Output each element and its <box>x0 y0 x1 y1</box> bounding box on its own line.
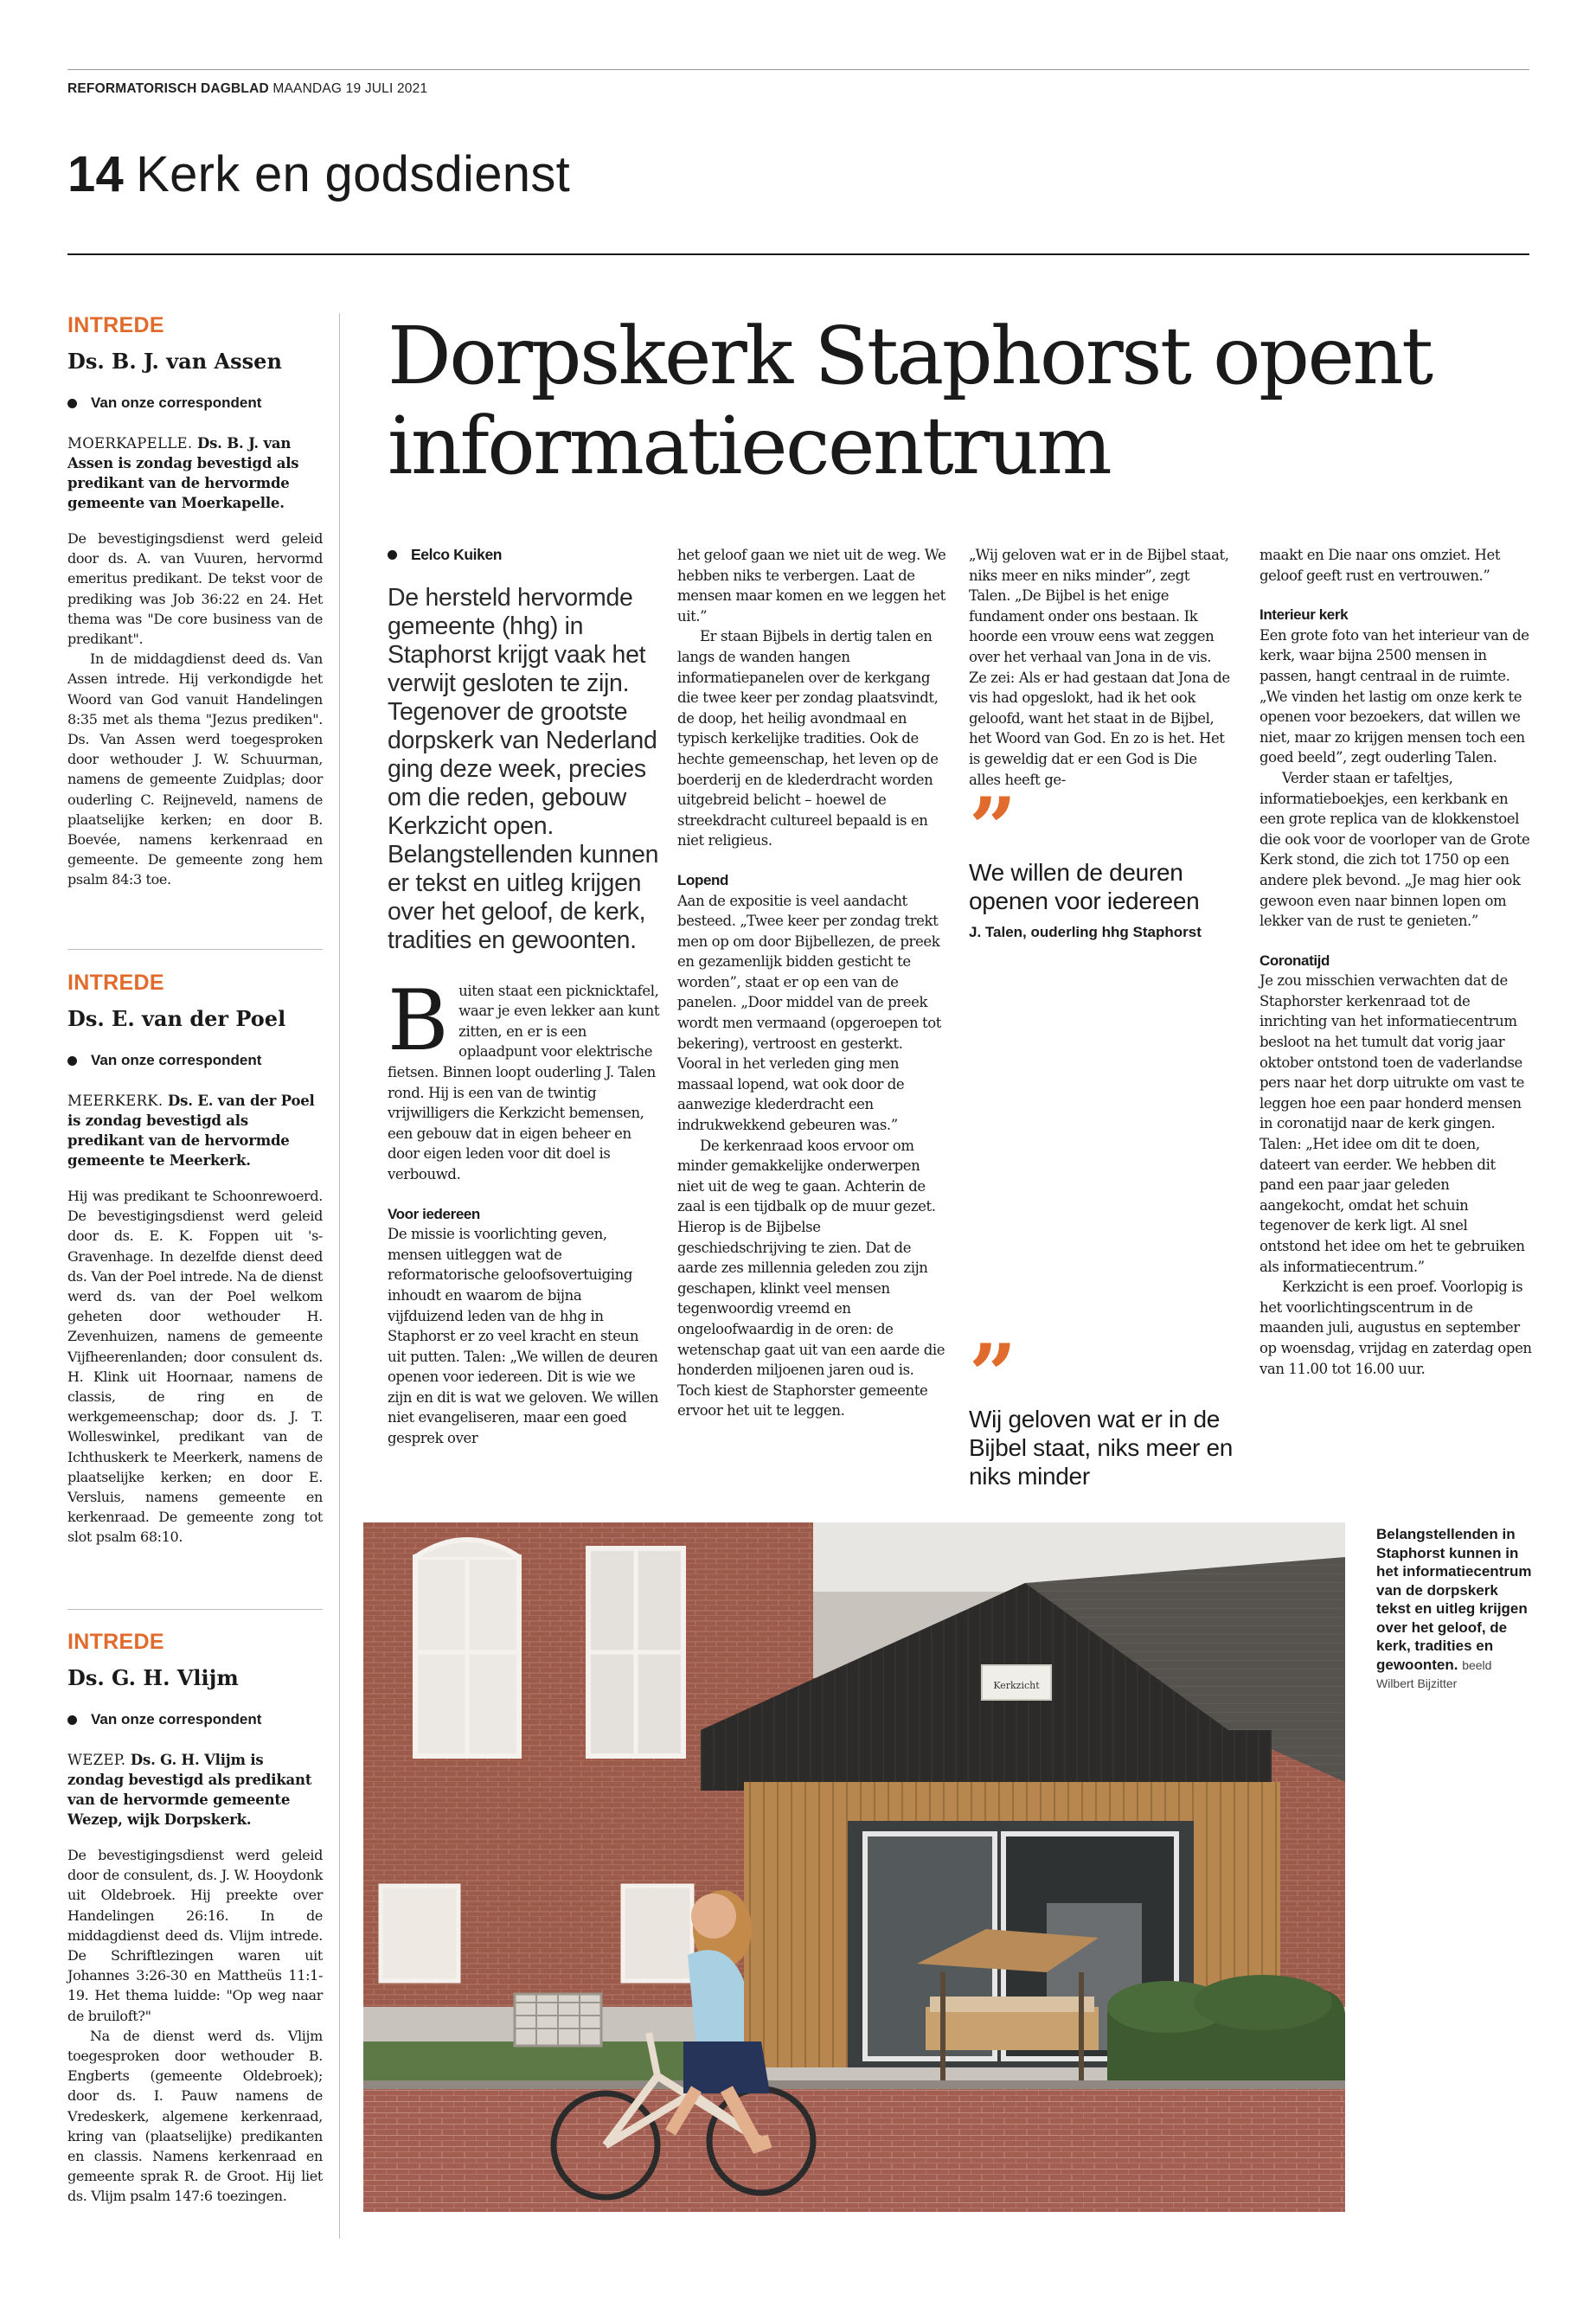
sign-label: Kerkzicht <box>993 1680 1040 1691</box>
brief-body <box>67 1845 323 2207</box>
brief-title: Ds. B. J. van Assen <box>67 349 282 374</box>
pull-quote-1 <box>969 779 1233 941</box>
article-paragraph: Verder staan er tafeltjes, informatieboekjes, een kerkbank en een grote replica van de klokkenstoel die ook voor de voorloper van de Grote Kerk stond, die zich tot 1750 op een andere plek bevond. „Je mag hier ook gewoon even naar binnen lopen om lekker van de rust te genieten.” <box>1259 769 1530 930</box>
subhead-interieur-kerk: Interieur kerk <box>1259 606 1349 624</box>
masthead <box>67 81 1529 97</box>
paper-name: REFORMATORISCH DAGBLAD <box>67 81 269 96</box>
first-paragraph <box>388 971 660 1185</box>
brief-paragraph: De bevestigingsdienst werd geleid door ds. A. van Vuuren, hervormd emeritus predikant. De tekst voor de prediking was Job 36:22 en 24. Het thema was "De core business van de predikant". <box>67 530 323 648</box>
brief-van-assen <box>67 313 323 890</box>
section-header <box>67 145 570 203</box>
dateline: WEZEP. <box>67 1752 126 1768</box>
lead-text: Ds. E. van der Poel is zondag bevestigd als predikant van de hervormde gemeente te Meerkerk. <box>67 1093 315 1169</box>
quote-source: J. Talen, ouderling hhg Staphorst <box>969 924 1202 940</box>
brief-title: Ds. E. van der Poel <box>67 1006 286 1031</box>
brief-divider <box>67 949 323 950</box>
brief-kicker: INTREDE <box>67 971 164 995</box>
drop-cap: B <box>388 971 449 1069</box>
section-title: Kerk en godsdienst <box>136 146 571 202</box>
article-paragraph: Er staan Bijbels in dertig talen en langs de wanden hangen informatiepanelen over de kerkgang die twee keer per zondag plaatsvindt, de doop, het heilig avondmaal en typisch kerkelijke tradities. Ook de hechte gemeenschap, het leven op de boerderij en de klederdracht worden uitgebreid belicht – hoewel de streekdracht cultureel bepaald is en niet religieus. <box>677 628 939 849</box>
article-byline <box>388 545 660 566</box>
article-paragraph: „Wij geloven wat er in de Bijbel staat, niks meer en niks minder”, zegt Talen. „De Bijbel is het enige fundament onder ons bestaan. Ik hoorde een vrouw eens wat zeggen over het verhaal van Jona in de vis. Ze zei: Als er had gestaan dat Jona de vis had opgeslokt, had ik het ook geloofd, want het staat in de Bijbel, het Woord van God. En zo is het. Het is geweldig dat er een God is Die alles heeft ge- <box>969 547 1230 788</box>
brief-body <box>67 1186 323 1548</box>
article-paragraph: Kerkzicht is een proef. Voorlopig is het voorlichtingscentrum in de maanden juli, augustus en september op woensdag, vrijdag en zaterdag open van 11.00 tot 16.00 uur. <box>1259 1279 1532 1377</box>
bullet-icon <box>67 1056 77 1066</box>
lead-text: Ds. G. H. Vlijm is zondag bevestigd als predikant van de hervormde gemeente Wezep, wijk Dorpskerk. <box>67 1752 312 1828</box>
article-paragraph: Een grote foto van het interieur van de kerk, waar bijna 2500 mensen in passen, hangt centraal in de ruimte. „We vinden het lastig om onze kerk te openen voor bezoekers, dat willen we niet, maar zo krijgen mensen toch een goed beeld”, zegt ouderling Talen. <box>1259 626 1529 766</box>
author-name: Eelco Kuiken <box>411 546 503 563</box>
article-column-1 <box>388 545 660 1449</box>
subhead-voor-iedereen: Voor iedereen <box>388 1205 480 1222</box>
brief-vlijm <box>67 1630 323 2207</box>
caption-text: Belangstellenden in Staphorst kunnen in het informatiecentrum van de dorpskerk tekst en uitleg krijgen over het geloof, de kerk, tradities en gewoonten. <box>1376 1526 1532 1673</box>
brief-divider <box>67 1609 323 1610</box>
article-column-4 <box>1259 545 1532 1379</box>
photo-caption <box>1376 1525 1532 1694</box>
quote-text: Wij geloven wat er in de Bijbel staat, niks meer en niks minder <box>969 1406 1234 1490</box>
pull-quote-2 <box>969 1326 1234 1490</box>
brief-title: Ds. G. H. Vlijm <box>67 1665 239 1690</box>
article-intro: De hersteld hervormde gemeente (hhg) in Staphorst krijgt vaak het verwijt gesloten te zijn. Tegenover de grootste dorpskerk van Nederland ging deze week, precies om die reden, gebouw Kerkzicht open. Belangstellenden kunnen er tekst en uitleg krijgen over het geloof, de kerk, tradities en gewoonten. <box>388 583 659 954</box>
brief-van-der-poel <box>67 971 323 1548</box>
quote-mark-icon: ” <box>969 779 1017 877</box>
brief-lead <box>67 1091 323 1170</box>
quote-mark-icon: ” <box>969 1326 1017 1424</box>
bullet-icon <box>67 1715 77 1725</box>
photo-illustration <box>363 1522 1345 2212</box>
article-headline: Dorpskerk Staphorst opent informatiecentrum <box>388 310 1432 492</box>
photo-credit: Wilbert Bijzitter <box>1376 1676 1458 1690</box>
brief-paragraph: De bevestigingsdienst werd geleid door de consulent, ds. J. W. Hooydonk uit Oldebroek. Hij preekte over Handelingen 26:16. In de middagdienst deed ds. Vlijm intrede. De Schriftlezingen waren uit Johannes 3:26-30 en Mattheüs 11:1-19. Het thema luidde: "Op weg naar de bruiloft?" <box>67 1847 323 2024</box>
section-rule <box>67 253 1529 255</box>
column-divider <box>339 313 340 2239</box>
article-paragraph: maakt en Die naar ons omziet. Het geloof geeft rust en vertrouwen.” <box>1259 547 1501 584</box>
credit-label: beeld <box>1462 1657 1492 1672</box>
brief-body <box>67 529 323 890</box>
brief-paragraph: Hij was predikant te Schoonrewoerd. De bevestigingsdienst werd geleid door ds. E. K. Foppen uit 's-Gravenhage. In dezelfde dienst deed ds. Van der Poel intrede. Na de dienst werd ds. van der Poel welkom geheten door wethouder H. Zevenhuizen, namens de gemeente Vijfheerenlanden; door consulent ds. H. Klink uit Hoornaar, namens de classis, de ring en de werkgemeenschap; door ds. J. T. Wolleswinkel, predikant van de Ichthuskerk te Meerkerk, namens de plaatselijke kerken; en door E. Versluis, namens gemeente en kerkenraad. De gemeente zong tot slot psalm 68:10. <box>67 1188 323 1546</box>
brief-paragraph: Na de dienst werd ds. Vlijm toegesproken door wethouder B. Engberts (gemeente Oldebroek); door ds. I. Pauw namens de Vredeskerk, algemene kerkenraad, kring van (plaatselijke) predikanten en classis. Namens kerkenraad en gemeente sprak R. de Groot. Hij liet ds. Vlijm psalm 147:6 toezingen. <box>67 2027 323 2205</box>
byline-text: Van onze correspondent <box>91 394 262 411</box>
byline-text: Van onze correspondent <box>91 1052 262 1068</box>
bullet-icon <box>67 399 77 408</box>
dateline: MEERKERK. <box>67 1093 163 1109</box>
subhead-lopend: Lopend <box>677 871 728 888</box>
brief-lead <box>67 433 323 513</box>
first-paragraph-text: uiten staat een picknicktafel, waar je even lekker aan kunt zitten, en er is een oplaadpunt voor elektrische fietsen. Binnen loopt ouderling J. Talen rond. Hij is een van de twintig vrijwilligers die Kerkzicht bemensen, een gebouw dat in eigen beheer en door eigen leden voor dit doel is verbouwd. <box>388 982 660 1183</box>
page-number: 14 <box>67 146 125 202</box>
article-column-3 <box>969 545 1233 790</box>
brief-paragraph: In de middagdienst deed ds. Van Assen intrede. Hij verkondigde het Woord van God vanuit Handelingen 8:35 met als thema "Jezus prediken". Ds. Van Assen werd toegesproken door wethouder J. W. Schuurman, namens de gemeente Zuidplas; door ouderling C. Reijneveld, namens de plaatselijke kerken; en door B. Boevée, namens kerkenraad en gemeente. De gemeente zong hem psalm 84:3 toe. <box>67 651 323 888</box>
article-photo <box>363 1522 1345 2212</box>
brief-byline <box>67 1711 323 1728</box>
dateline: MOERKAPELLE. <box>67 435 193 452</box>
bullet-icon <box>388 550 397 560</box>
byline-text: Van onze correspondent <box>91 1711 262 1727</box>
brief-lead <box>67 1750 323 1830</box>
brief-kicker: INTREDE <box>67 313 164 337</box>
article-paragraph: het geloof gaan we niet uit de weg. We hebben niks te verbergen. Laat de mensen maar komen en we leggen het uit.” <box>677 547 946 625</box>
brief-byline <box>67 394 323 412</box>
lead-text: Ds. B. J. van Assen is zondag bevestigd als predikant van de hervormde gemeente van Moerkapelle. <box>67 435 299 511</box>
brief-kicker: INTREDE <box>67 1630 164 1654</box>
article-paragraph: De kerkenraad koos ervoor om minder gemakkelijke onderwerpen niet uit de weg te gaan. Achterin de zaal is een tijdbalk op de muur gezet. Hierop is de Bijbelse geschiedschrijving te zien. Dat de aarde zes millennia geleden zou zijn geschapen, klinkt veel mensen tegenwoordig vreemd en ongeloofwaardig in de oren: de wetenschap gaat uit van een aarde die honderden miljoenen jaren oud is. Toch kiest de Staphorster gemeente ervoor het uit te leggen. <box>677 1137 945 1420</box>
article-paragraph: Aan de expositie is veel aandacht besteed. „Twee keer per zondag trekt men op om door Bijbellezen, de preek en gezamenlijk bidden gesticht te worden”, staat er op een van de panelen. „Door middel van de preek wordt men vermaand (opgeroepen tot bekering), vertroost en gesterkt. Vooral in het verleden ging men massaal lopend, wat ook door de aanwezige klederdracht een indrukwekkend gebeuren was.” <box>677 892 942 1134</box>
brief-byline <box>67 1052 323 1069</box>
issue-date: MAANDAG 19 JULI 2021 <box>272 81 428 96</box>
article-paragraph: Je zou misschien verwachten dat de Staphorster kerkenraad tot de inrichting van het informatiecentrum besloot na het tumult dat vorig jaar oktober ontstond toen de vaderlandse pers naar het dorp uitrukte om vast te leggen hoe een paar honderd mensen in coronatijd naar de kerk gingen. Talen: „Het idee om dit te doen, dateert van eerder. We hebben dit pand een paar jaar geleden aangekocht, omdat het schuin tegenover de kerk ligt. Al snel ontstond het idee om het te gebruiken als informatiecentrum.” <box>1259 972 1525 1275</box>
article-column-2 <box>677 545 950 1421</box>
subhead-coronatijd: Coronatijd <box>1259 952 1330 969</box>
quote-text: We willen de deuren openen voor iedereen <box>969 859 1200 914</box>
masthead-rule <box>67 69 1529 70</box>
article-paragraph: De missie is voorlichting geven, mensen uitleggen wat de reformatorische geloofsovertuiging inhoudt en waarom de bijna vijfduizend leden van de hhg in Staphorst er zo veel kracht en steun uit putten. Talen: „We willen de deuren openen voor iedereen. Dit is wie we zijn en dit is wat we geloven. We willen niet evangeliseren, maar een goed gesprek over <box>388 1226 658 1447</box>
